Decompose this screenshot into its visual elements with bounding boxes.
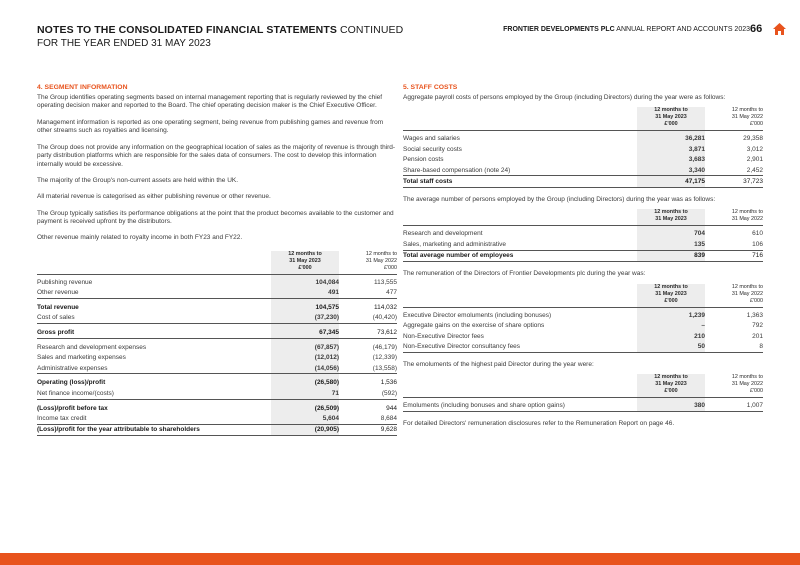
paragraph: Aggregate payroll costs of persons employed by the Group (including Directors) during the year were as follows: [403, 93, 726, 101]
paragraph: The majority of the Group's non-current assets are held within the UK. [37, 177, 239, 185]
col-header-2023: 12 months to 31 May 2023 [637, 209, 705, 226]
table-row: Cost of sales (37,230) (40,420) [37, 313, 397, 324]
table-row: Aggregate gains on the exercise of share options – 792 [403, 322, 763, 330]
col-header-2022: 12 months to 31 May 2022 £'000 [365, 250, 397, 271]
table-row: Share-based compensation (note 24) 3,340 2,452 [403, 165, 763, 176]
table-row: Net finance income/(costs) 71 (592) [37, 388, 397, 399]
table-row: Total staff costs 47,175 37,723 [403, 176, 763, 187]
table-row: Sales and marketing expenses (12,012) (12,339) [37, 354, 397, 362]
page-header [37, 24, 403, 50]
paragraph: The average number of persons employed by the Group (including Directors) during the year was as follows: [403, 195, 716, 203]
section-heading: 5. STAFF COSTS [403, 84, 458, 91]
footer-bar [0, 553, 800, 565]
table-row: Total revenue 104,575 114,032 [37, 298, 397, 312]
footnote: For detailed Directors' remuneration disclosures refer to the Remuneration Report on page 46. [403, 420, 675, 428]
paragraph: The Group identifies operating segments based on internal management reporting that is regularly reviewed by the chief operating decision maker and reported to the Board. The chief operating decision maker is the Chief Executive Officer. [37, 93, 383, 110]
table-row: Executive Director emoluments (including bonuses) 1,239 1,363 [403, 307, 763, 320]
col-header-2022: 12 months to 31 May 2022 £'000 [731, 283, 763, 304]
table-row: Research and development 704 610 [403, 226, 763, 239]
table-row: Non-Executive Director consultancy fees 50 8 [403, 341, 763, 352]
table-row: Other revenue 491 477 [37, 287, 397, 298]
col-header-2022: 12 months to 31 May 2022 [731, 209, 763, 223]
table-row: Research and development expenses (67,857) (46,179) [37, 338, 397, 352]
page-title: NOTES TO THE CONSOLIDATED FINANCIAL STATEMENTS CONTINUED [37, 24, 404, 36]
highest-paid-table [403, 374, 763, 412]
staff-costs-table [403, 107, 763, 187]
table-row: Income tax credit 5,604 8,684 [37, 413, 397, 424]
paragraph: The emoluments of the highest paid Director during the year were: [403, 360, 594, 368]
page-subtitle: FOR THE YEAR ENDED 31 MAY 2023 [37, 38, 211, 49]
paragraph: The remuneration of the Directors of Frontier Developments plc during the year was: [403, 270, 646, 278]
col-header-2022: 12 months to 31 May 2022 £'000 [731, 107, 763, 128]
table-row: Operating (loss)/profit (26,580) 1,536 [37, 374, 397, 388]
table-row: Total average number of employees 839 716 [403, 250, 763, 261]
table-row: Administrative expenses (14,056) (13,558) [37, 363, 397, 374]
paragraph: All material revenue is categorised as either publishing revenue or other revenue. [37, 193, 271, 201]
table-row: Emoluments (including bonuses and share option gains) 380 1,007 [403, 398, 763, 412]
table-row: Publishing revenue 104,084 113,555 [37, 274, 397, 287]
page-number: 66 [750, 23, 763, 35]
table-row: (Loss)/profit for the year attributable to shareholders (20,905) 9,628 [37, 424, 397, 435]
director-remuneration-table [403, 284, 763, 353]
table-row: Non-Executive Director fees 210 201 [403, 332, 763, 340]
paragraph: Management information is reported as one operating segment, being revenue from publishing games and revenue from other streams such as royalties and licensing. [37, 118, 384, 135]
paragraph: The Group does not provide any information on the geographical location of sales as the majority of revenue is through third-party distribution platforms which are responsible for the sales data of consumers. The cost to develop this information internally would be excessive. [37, 143, 396, 168]
home-icon[interactable] [773, 23, 786, 35]
staff-section [403, 84, 763, 436]
paragraph: The Group typically satisfies its performance obligations at the point that the product becomes available to the customer and payment is received upfront by the distributors. [37, 209, 394, 226]
table-row: Pension costs 3,683 2,901 [403, 156, 763, 164]
segment-section [37, 84, 397, 444]
col-header-2023: 12 months to 31 May 2023 £'000 [637, 374, 705, 398]
table-row: Social security costs 3,871 3,012 [403, 145, 763, 153]
paragraph: Other revenue mainly related to royalty income in both FY23 and FY22. [37, 234, 243, 242]
report-name: FRONTIER DEVELOPMENTS PLC ANNUAL REPORT AND ACCOUNTS 2023 [503, 26, 750, 33]
table-row: Wages and salaries 36,281 29,358 [403, 131, 763, 144]
segment-table [37, 251, 397, 437]
col-header-2022: 12 months to 31 May 2022 £'000 [731, 374, 763, 395]
table-row: (Loss)/profit before tax (26,509) 944 [37, 399, 397, 413]
section-heading: 4. SEGMENT INFORMATION [37, 84, 128, 91]
table-row: Gross profit 67,345 73,612 [37, 324, 397, 339]
col-header-2023: 12 months to 31 May 2023 £'000 [271, 251, 339, 275]
col-header-2023: 12 months to 31 May 2023 £'000 [637, 107, 705, 131]
table-row: Sales, marketing and administrative 135 106 [403, 239, 763, 250]
col-header-2023: 12 months to 31 May 2023 £'000 [637, 284, 705, 308]
employee-numbers-table [403, 209, 763, 262]
